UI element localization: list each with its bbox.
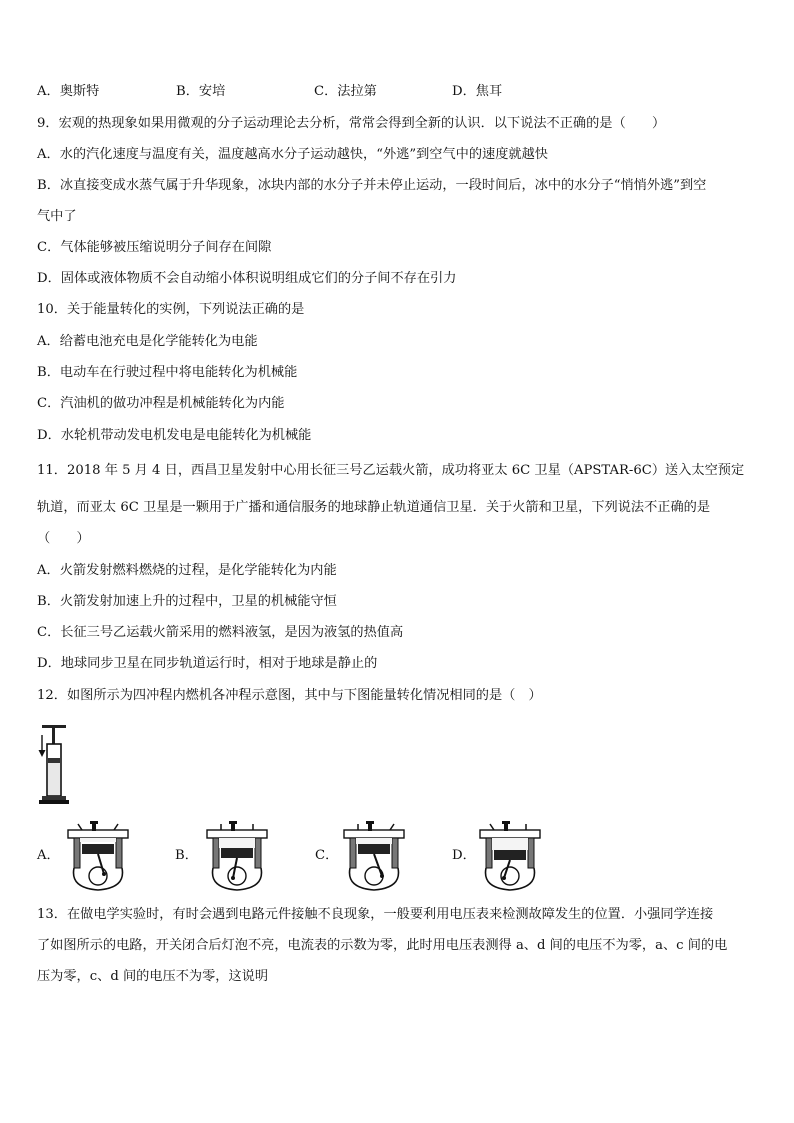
q12-stem: 12．如图所示为四冲程内燃机各冲程示意图，其中与下图能量转化情况相同的是（ ）: [37, 688, 542, 703]
air-pump-figure: [36, 723, 72, 809]
q12-option-a-label: A．: [37, 848, 60, 863]
q9-option-d: D．固体或液体物质不会自动缩小体积说明组成它们的分子间不存在引力: [37, 271, 457, 286]
q12-option-c-label: C．: [315, 848, 339, 863]
engine-stroke-c-diagram: [340, 820, 408, 892]
q11-stem-line-3: （ ）: [37, 531, 90, 546]
q10-stem: 10．关于能量转化的实例，下列说法正确的是: [37, 302, 305, 317]
q11-option-b: B．火箭发射加速上升的过程中，卫星的机械能守恒: [37, 594, 337, 609]
q8-option-c: C．法拉第: [314, 84, 377, 99]
q9-option-a: A．水的汽化速度与温度有关，温度越高水分子运动越快，“外逃”到空气中的速度就越快: [37, 147, 548, 162]
q8-option-a: A．奥斯特: [37, 84, 100, 99]
engine-stroke-a-diagram: [64, 820, 132, 892]
q10-option-a: A．给蓄电池充电是化学能转化为电能: [37, 334, 258, 349]
q12-option-d-label: D．: [452, 848, 476, 863]
q10-option-c: C．汽油机的做功冲程是机械能转化为内能: [37, 396, 285, 411]
q9-option-b-cont: 气中了: [37, 209, 77, 224]
q11-option-d: D．地球同步卫星在同步轨道运行时，相对于地球是静止的: [37, 656, 378, 671]
q11-option-a: A．火箭发射燃料燃烧的过程，是化学能转化为内能: [37, 563, 337, 578]
q11-stem-line-2: 轨道，而亚太 6C 卫星是一颗用于广播和通信服务的地球静止轨道通信卫星．关于火箭和卫星，下列说法不正确的是: [37, 500, 711, 515]
q13-line-2: 了如图所示的电路，开关闭合后灯泡不亮，电流表的示数为零，此时用电压表测得 a、d 间的电压不为零，a、c 间的电: [37, 938, 728, 953]
q10-option-b: B．电动车在行驶过程中将电能转化为机械能: [37, 365, 298, 380]
q8-option-d: D．焦耳: [452, 84, 503, 99]
q11-stem-line-1: 11．2018 年 5 月 4 日，西昌卫星发射中心用长征三号乙运载火箭，成功将亚太 6C 卫星（APSTAR-6C）送入太空预定: [37, 463, 745, 478]
q10-option-d: D．水轮机带动发电机发电是电能转化为机械能: [37, 428, 312, 443]
q13-line-3: 压为零，c、d 间的电压不为零，这说明: [37, 969, 269, 984]
q13-line-1: 13．在做电学实验时，有时会遇到电路元件接触不良现象，一般要利用电压表来检测故障发生的位置．小强同学连接: [37, 907, 714, 922]
q12-option-b-label: B．: [175, 848, 198, 863]
q9-option-b: B．冰直接变成水蒸气属于升华现象，冰块内部的水分子并未停止运动，一段时间后，冰中的水分子“悄悄外逃”到空: [37, 178, 707, 193]
engine-stroke-d-diagram: [476, 820, 544, 892]
q8-option-b: B．安培: [176, 84, 226, 99]
q9-stem: 9．宏观的热现象如果用微观的分子运动理论去分析，常常会得到全新的认识．以下说法不正确的是（ ）: [37, 116, 666, 131]
q9-option-c: C．气体能够被压缩说明分子间存在间隙: [37, 240, 272, 255]
q11-option-c: C．长征三号乙运载火箭采用的燃料液氢，是因为液氢的热值高: [37, 625, 404, 640]
engine-stroke-b-diagram: [203, 820, 271, 892]
